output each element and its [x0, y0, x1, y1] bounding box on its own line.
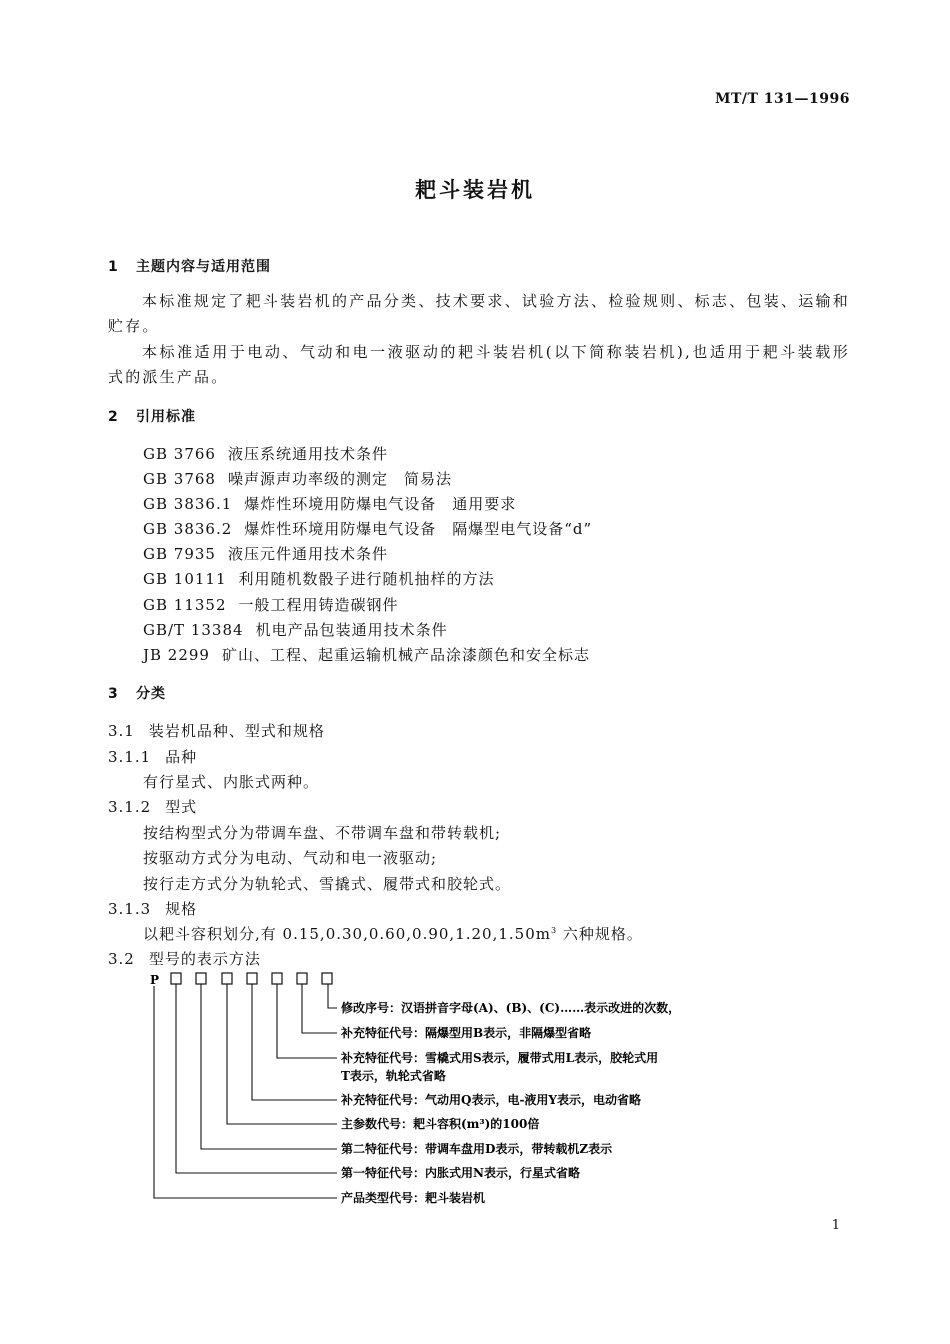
subsection-3-1 — [108, 720, 325, 741]
main-parameter-label: 主参数代号：耙斗容积(m³)的100倍 — [341, 1117, 540, 1131]
revision-code-label: 修改序号：汉语拼音字母(A)、(B)、(C)……表示改进的次数， — [341, 1001, 681, 1015]
type-line: 按行走方式分为轨轮式、雪撬式、履带式和胶轮式。 — [143, 875, 512, 893]
page-number: 1 — [831, 1218, 840, 1233]
code-box — [322, 973, 332, 984]
reference-code: JB 2299 — [143, 646, 210, 664]
reference-title: 爆炸性环境用防爆电气设备 通用要求 — [244, 495, 517, 513]
subsection-3-1-1 — [108, 746, 197, 767]
reference-title: 矿山、工程、起重运输机械产品涂漆颜色和安全标志 — [221, 646, 590, 664]
subsection-title: 装岩机品种、型式和规格 — [148, 722, 325, 740]
code-box — [247, 973, 257, 984]
reference-item — [143, 644, 590, 665]
leader-line — [328, 984, 337, 1008]
subsection-title: 规格 — [165, 900, 198, 918]
reference-title: 液压系统通用技术条件 — [227, 445, 388, 463]
standard-code: MT/T 131—1996 — [714, 91, 850, 107]
drive-code-label: 补充特征代号：气动用Q表示，电-液用Y表示，电动省略 — [341, 1093, 642, 1107]
code-box — [272, 973, 282, 984]
subsection-number: 3.1 — [108, 722, 135, 740]
subsection-3-1-3 — [108, 898, 197, 919]
reference-item — [143, 594, 399, 615]
reference-title: 一般工程用铸造碳钢件 — [238, 596, 399, 614]
specification-text — [143, 923, 643, 944]
reference-title: 爆炸性环境用防爆电气设备 隔爆型电气设备“d” — [244, 520, 593, 538]
type-line: 按驱动方式分为电动、气动和电一液驱动; — [143, 849, 438, 867]
code-box — [196, 973, 206, 984]
leader-line — [252, 984, 337, 1100]
travel-mode-code-label: 补充特征代号：雪橇式用S表示，履带式用L表示，胶轮式用 — [341, 1051, 659, 1065]
subsection-title: 品种 — [165, 748, 198, 766]
subsection-title: 型式 — [165, 798, 198, 816]
leader-lines — [154, 984, 337, 1198]
specification-text-main: 以耙斗容积划分,有 0.15,0.30,0.60,0.90,1.20,1.50m — [143, 925, 551, 943]
section-1-paragraph-1: 本标准规定了耙斗装岩机的产品分类、技术要求、试验方法、检验规则、标志、包装、运输和贮存。 — [108, 292, 850, 335]
subsection-title: 型号的表示方法 — [148, 950, 261, 968]
section-2-number: 2 — [108, 409, 119, 425]
product-type-label: 产品类型代号：耙斗装岩机 — [341, 1191, 486, 1205]
leader-line — [154, 986, 337, 1198]
section-3-title: 分类 — [136, 686, 166, 702]
section-2-title: 引用标准 — [136, 409, 196, 425]
subsection-3-1-2 — [108, 796, 197, 817]
section-3-number: 3 — [108, 686, 119, 702]
reference-code: GB 10111 — [143, 570, 227, 588]
reference-item — [143, 468, 452, 489]
specification-superscript: 3 — [551, 926, 558, 935]
code-box — [297, 973, 307, 984]
reference-code: GB 3836.1 — [143, 495, 233, 513]
subsection-number: 3.1.2 — [108, 798, 152, 816]
first-feature-label: 第一特征代号：内胀式用N表示，行星式省略 — [341, 1166, 580, 1180]
explosion-proof-code-label: 补充特征代号：隔爆型用B表示，非隔爆型省略 — [341, 1026, 592, 1040]
travel-mode-code-label-continued: T表示，轨轮式省略 — [341, 1069, 446, 1083]
subsection-number: 3.1.3 — [108, 900, 152, 918]
code-boxes — [171, 973, 332, 984]
section-1-number: 1 — [108, 259, 119, 275]
section-3-heading — [108, 683, 166, 703]
second-feature-label: 第二特征代号：带调车盘用D表示，带转载机Z表示 — [341, 1142, 613, 1156]
reference-code: GB 3836.2 — [143, 520, 233, 538]
code-box — [171, 973, 181, 984]
reference-item — [143, 443, 388, 464]
reference-title: 液压元件通用技术条件 — [227, 545, 388, 563]
reference-code: GB/T 13384 — [143, 621, 244, 639]
code-box — [222, 973, 232, 984]
section-2-heading — [108, 406, 196, 426]
reference-title: 机电产品包装通用技术条件 — [255, 621, 448, 639]
reference-item — [143, 568, 495, 589]
reference-code: GB 3768 — [143, 470, 216, 488]
document-title: 耙斗装岩机 — [415, 178, 535, 202]
leader-line — [176, 984, 337, 1173]
reference-code: GB 11352 — [143, 596, 227, 614]
section-1-title: 主题内容与适用范围 — [136, 259, 271, 275]
leader-line — [227, 984, 337, 1124]
reference-item — [143, 543, 388, 564]
specification-text-end: 六种规格。 — [557, 925, 643, 943]
reference-title: 噪声源声功率级的测定 简易法 — [227, 470, 452, 488]
subsection-number: 3.1.1 — [108, 748, 152, 766]
subsection-3-2 — [108, 948, 261, 969]
subsection-number: 3.2 — [108, 950, 135, 968]
section-1-paragraph-2: 本标准适用于电动、气动和电一液驱动的耙斗装岩机(以下简称装岩机),也适用于耙斗装载形式的派生产品。 — [108, 343, 850, 386]
reference-code: GB 3766 — [143, 445, 216, 463]
variety-text: 有行星式、内胀式两种。 — [143, 773, 320, 791]
section-1-heading — [108, 256, 271, 276]
reference-code: GB 7935 — [143, 545, 216, 563]
model-designation-diagram — [145, 970, 705, 1210]
product-prefix-letter: P — [150, 973, 160, 987]
type-line: 按结构型式分为带调车盘、不带调车盘和带转载机; — [143, 824, 502, 842]
reference-item — [143, 518, 592, 539]
reference-item — [143, 493, 516, 514]
reference-item — [143, 619, 448, 640]
reference-title: 利用随机数骰子进行随机抽样的方法 — [238, 570, 495, 588]
